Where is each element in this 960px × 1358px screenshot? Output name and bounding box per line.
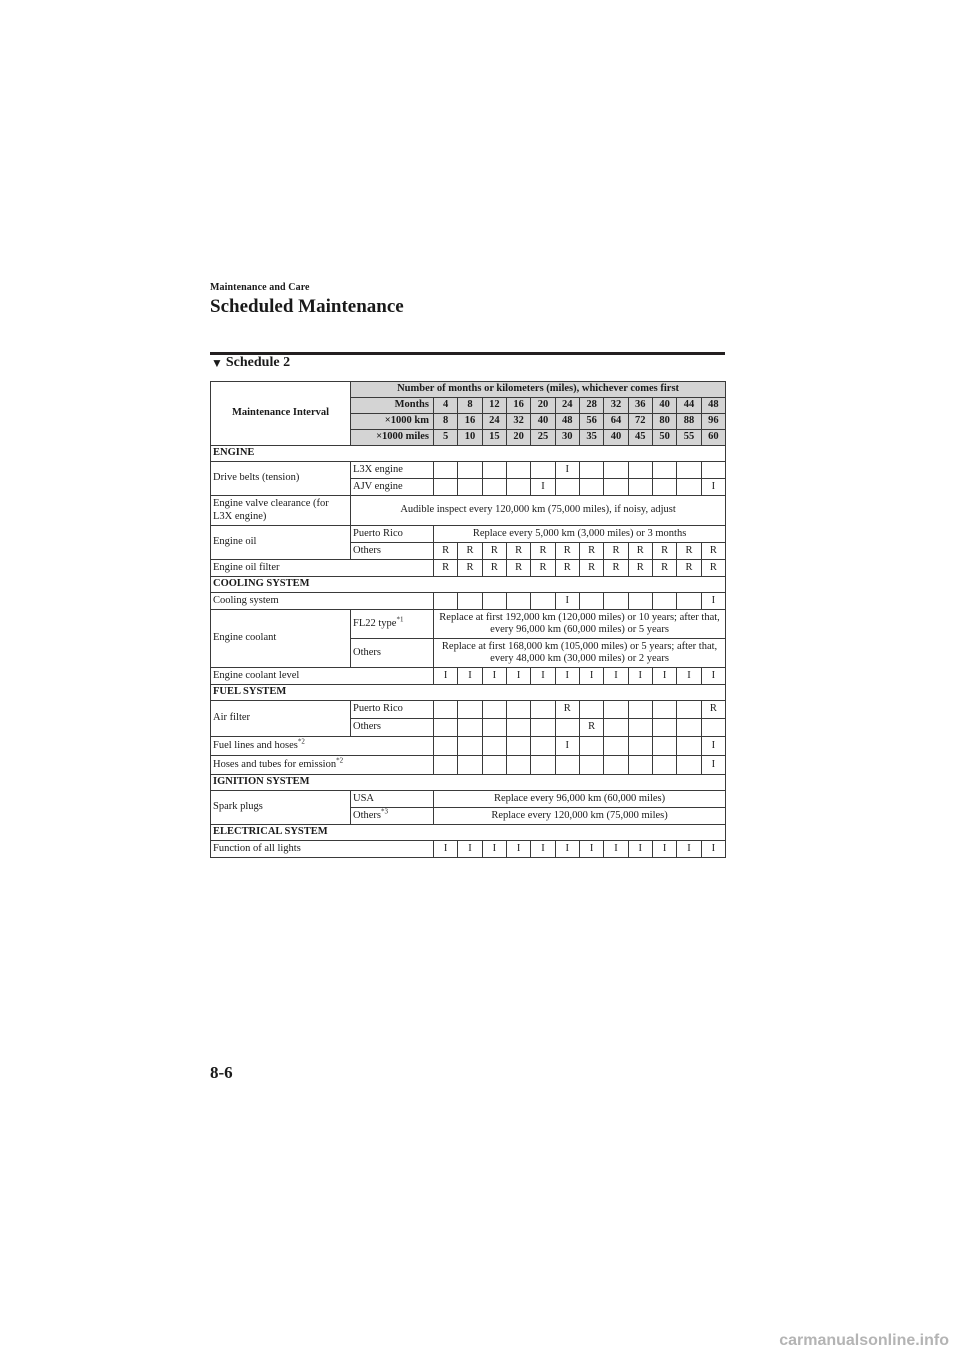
interval-cell: I bbox=[701, 593, 726, 610]
interval-cell bbox=[482, 593, 506, 610]
spark-plugs-others-text: Replace every 120,000 km (75,000 miles) bbox=[434, 808, 726, 825]
interval-cell: R bbox=[604, 543, 628, 560]
months-value: 32 bbox=[604, 398, 628, 414]
interval-cell bbox=[458, 756, 482, 775]
interval-cell bbox=[506, 479, 530, 496]
table-row bbox=[211, 610, 726, 639]
interval-cell bbox=[531, 719, 555, 737]
interval-cell bbox=[482, 701, 506, 719]
engine-coolant-fl22-text: Replace at first 192,000 km (120,000 miles) or 10 years; after that, every 96,000 km (60,000 miles) or 5 years bbox=[434, 610, 726, 639]
interval-cell bbox=[555, 756, 579, 775]
interval-cell bbox=[652, 462, 676, 479]
interval-cell bbox=[506, 701, 530, 719]
interval-cell: I bbox=[555, 462, 579, 479]
table-row bbox=[211, 756, 726, 775]
interval-cell bbox=[604, 701, 628, 719]
interval-cell bbox=[458, 701, 482, 719]
table-row bbox=[211, 593, 726, 610]
interval-cell: R bbox=[701, 560, 726, 577]
row-label-hoses-emission-text: Hoses and tubes for emission bbox=[213, 758, 337, 770]
interval-cell: I bbox=[701, 668, 726, 685]
interval-cell: R bbox=[458, 560, 482, 577]
interval-cell bbox=[677, 737, 701, 756]
table-row bbox=[211, 737, 726, 756]
interval-cell bbox=[458, 719, 482, 737]
interval-cell bbox=[652, 701, 676, 719]
maintenance-schedule-table bbox=[210, 381, 726, 858]
table-row bbox=[211, 526, 726, 543]
interval-cell bbox=[434, 737, 458, 756]
km-value: 96 bbox=[701, 414, 726, 430]
interval-cell bbox=[482, 756, 506, 775]
interval-cell bbox=[652, 719, 676, 737]
interval-cell bbox=[531, 462, 555, 479]
interval-cell: R bbox=[531, 560, 555, 577]
interval-cell: I bbox=[458, 668, 482, 685]
table-row bbox=[211, 701, 726, 719]
sub-label-others-text: Others bbox=[353, 809, 381, 821]
interval-cell: R bbox=[677, 560, 701, 577]
interval-cell: R bbox=[458, 543, 482, 560]
section-cooling: COOLING SYSTEM bbox=[211, 577, 726, 593]
interval-cell bbox=[628, 756, 652, 775]
interval-cell: I bbox=[701, 841, 726, 858]
interval-cell bbox=[579, 701, 603, 719]
interval-cell bbox=[579, 593, 603, 610]
interval-cell bbox=[506, 737, 530, 756]
interval-cell bbox=[506, 462, 530, 479]
interval-cell bbox=[604, 737, 628, 756]
interval-cell bbox=[604, 593, 628, 610]
interval-cell: I bbox=[628, 841, 652, 858]
interval-cell bbox=[677, 593, 701, 610]
maintenance-interval-label: Maintenance Interval bbox=[211, 382, 351, 446]
km-value: 48 bbox=[555, 414, 579, 430]
interval-cell: I bbox=[458, 841, 482, 858]
section-fuel: FUEL SYSTEM bbox=[211, 685, 726, 701]
interval-cell: R bbox=[555, 543, 579, 560]
months-label: Months bbox=[351, 398, 434, 414]
interval-cell: I bbox=[482, 668, 506, 685]
section-label: Maintenance and Care bbox=[210, 282, 310, 293]
months-value: 20 bbox=[531, 398, 555, 414]
section-row-fuel bbox=[211, 685, 726, 701]
section-row-cooling bbox=[211, 577, 726, 593]
interval-cell: I bbox=[555, 841, 579, 858]
engine-coolant-others-text: Replace at first 168,000 km (105,000 miles) or 5 years; after that, every 48,000 km (30,000 miles) or 2 years bbox=[434, 639, 726, 668]
interval-cell: R bbox=[531, 543, 555, 560]
interval-cell: I bbox=[579, 668, 603, 685]
months-value: 44 bbox=[677, 398, 701, 414]
header-row-span bbox=[211, 382, 726, 398]
interval-cell: R bbox=[482, 560, 506, 577]
row-label-drive-belts: Drive belts (tension) bbox=[211, 462, 351, 496]
interval-cell: R bbox=[652, 543, 676, 560]
table-row bbox=[211, 841, 726, 858]
interval-cell bbox=[579, 479, 603, 496]
interval-cell: I bbox=[555, 737, 579, 756]
interval-cell: R bbox=[579, 560, 603, 577]
interval-cell bbox=[604, 462, 628, 479]
km-value: 88 bbox=[677, 414, 701, 430]
interval-cell bbox=[458, 737, 482, 756]
interval-cell bbox=[506, 593, 530, 610]
schedule-heading bbox=[211, 355, 290, 371]
months-value: 48 bbox=[701, 398, 726, 414]
interval-cell: I bbox=[555, 668, 579, 685]
miles-value: 50 bbox=[652, 430, 676, 446]
row-label-air-filter: Air filter bbox=[211, 701, 351, 737]
section-ignition: IGNITION SYSTEM bbox=[211, 775, 726, 791]
interval-cell bbox=[531, 701, 555, 719]
row-label-engine-coolant: Engine coolant bbox=[211, 610, 351, 668]
interval-cell: R bbox=[506, 543, 530, 560]
km-value: 56 bbox=[579, 414, 603, 430]
interval-cell: I bbox=[506, 668, 530, 685]
interval-cell: I bbox=[531, 668, 555, 685]
interval-cell bbox=[434, 593, 458, 610]
row-label-fuel-lines-text: Fuel lines and hoses bbox=[213, 739, 298, 751]
interval-cell bbox=[531, 756, 555, 775]
interval-cell: R bbox=[628, 560, 652, 577]
watermark: carmanualsonline.info bbox=[779, 1332, 949, 1349]
section-row-ignition bbox=[211, 775, 726, 791]
miles-value: 35 bbox=[579, 430, 603, 446]
interval-cell bbox=[652, 737, 676, 756]
interval-cell: R bbox=[701, 701, 726, 719]
table-row bbox=[211, 791, 726, 808]
km-value: 64 bbox=[604, 414, 628, 430]
interval-cell bbox=[579, 462, 603, 479]
sub-label-fl22-text: FL22 type bbox=[353, 617, 397, 629]
interval-cell bbox=[458, 462, 482, 479]
interval-cell bbox=[701, 462, 726, 479]
miles-value: 20 bbox=[506, 430, 530, 446]
km-value: 16 bbox=[458, 414, 482, 430]
interval-cell bbox=[628, 479, 652, 496]
interval-cell bbox=[434, 719, 458, 737]
interval-cell: I bbox=[701, 479, 726, 496]
interval-cell bbox=[652, 756, 676, 775]
interval-cell bbox=[652, 593, 676, 610]
sub-label: L3X engine bbox=[351, 462, 434, 479]
sub-label: Others bbox=[351, 639, 434, 668]
row-label-cooling-system: Cooling system bbox=[211, 593, 434, 610]
interval-cell: R bbox=[652, 560, 676, 577]
interval-cell bbox=[458, 593, 482, 610]
table-row bbox=[211, 462, 726, 479]
interval-cell: I bbox=[701, 756, 726, 775]
interval-cell: R bbox=[604, 560, 628, 577]
miles-value: 40 bbox=[604, 430, 628, 446]
km-value: 24 bbox=[482, 414, 506, 430]
interval-cell: I bbox=[677, 668, 701, 685]
section-electrical: ELECTRICAL SYSTEM bbox=[211, 825, 726, 841]
months-value: 8 bbox=[458, 398, 482, 414]
km-value: 40 bbox=[531, 414, 555, 430]
table-row bbox=[211, 668, 726, 685]
interval-cell: R bbox=[701, 543, 726, 560]
valve-clearance-text: Audible inspect every 120,000 km (75,000 miles), if noisy, adjust bbox=[351, 496, 726, 526]
interval-cell bbox=[482, 462, 506, 479]
row-label-lights: Function of all lights bbox=[211, 841, 434, 858]
months-value: 36 bbox=[628, 398, 652, 414]
interval-cell: R bbox=[506, 560, 530, 577]
miles-value: 55 bbox=[677, 430, 701, 446]
interval-cell bbox=[506, 719, 530, 737]
section-row-engine bbox=[211, 446, 726, 462]
interval-cell bbox=[628, 719, 652, 737]
table-row bbox=[211, 560, 726, 577]
interval-cell: I bbox=[434, 841, 458, 858]
interval-cell bbox=[579, 737, 603, 756]
page-title: Scheduled Maintenance bbox=[210, 296, 404, 317]
sub-label: Puerto Rico bbox=[351, 701, 434, 719]
engine-oil-text: Replace every 5,000 km (3,000 miles) or 3 months bbox=[434, 526, 726, 543]
miles-value: 60 bbox=[701, 430, 726, 446]
interval-cell bbox=[531, 737, 555, 756]
months-value: 4 bbox=[434, 398, 458, 414]
interval-cell bbox=[677, 756, 701, 775]
interval-cell bbox=[434, 462, 458, 479]
interval-cell: R bbox=[555, 560, 579, 577]
interval-cell: R bbox=[482, 543, 506, 560]
miles-value: 15 bbox=[482, 430, 506, 446]
miles-label: ×1000 miles bbox=[351, 430, 434, 446]
interval-cell: I bbox=[434, 668, 458, 685]
interval-cell bbox=[701, 719, 726, 737]
interval-cell bbox=[434, 756, 458, 775]
interval-cell bbox=[677, 462, 701, 479]
row-label-fuel-lines bbox=[211, 737, 434, 756]
row-label-spark-plugs: Spark plugs bbox=[211, 791, 351, 825]
interval-cell bbox=[628, 462, 652, 479]
miles-value: 30 bbox=[555, 430, 579, 446]
span-header: Number of months or kilometers (miles), whichever comes first bbox=[351, 382, 726, 398]
row-label-oil-filter: Engine oil filter bbox=[211, 560, 434, 577]
interval-cell: I bbox=[531, 841, 555, 858]
spark-plugs-usa-text: Replace every 96,000 km (60,000 miles) bbox=[434, 791, 726, 808]
sub-label: AJV engine bbox=[351, 479, 434, 496]
months-value: 28 bbox=[579, 398, 603, 414]
row-label-hoses-emission bbox=[211, 756, 434, 775]
months-value: 16 bbox=[506, 398, 530, 414]
sub-label-fl22 bbox=[351, 610, 434, 639]
interval-cell: R bbox=[579, 719, 603, 737]
section-engine: ENGINE bbox=[211, 446, 726, 462]
footnote-marker: *3 bbox=[381, 807, 388, 816]
interval-cell: R bbox=[579, 543, 603, 560]
interval-cell: I bbox=[604, 668, 628, 685]
months-value: 40 bbox=[652, 398, 676, 414]
interval-cell: I bbox=[506, 841, 530, 858]
interval-cell: I bbox=[555, 593, 579, 610]
schedule-heading-text: Schedule 2 bbox=[225, 355, 291, 370]
interval-cell: I bbox=[482, 841, 506, 858]
interval-cell bbox=[555, 719, 579, 737]
interval-cell bbox=[604, 719, 628, 737]
interval-cell: R bbox=[628, 543, 652, 560]
interval-cell bbox=[506, 756, 530, 775]
interval-cell: R bbox=[434, 543, 458, 560]
miles-value: 10 bbox=[458, 430, 482, 446]
row-label-coolant-level: Engine coolant level bbox=[211, 668, 434, 685]
footnote-marker: *2 bbox=[297, 737, 305, 746]
interval-cell bbox=[531, 593, 555, 610]
interval-cell: I bbox=[579, 841, 603, 858]
interval-cell: I bbox=[652, 668, 676, 685]
interval-cell bbox=[434, 479, 458, 496]
interval-cell bbox=[652, 479, 676, 496]
km-value: 32 bbox=[506, 414, 530, 430]
interval-cell bbox=[482, 737, 506, 756]
interval-cell bbox=[604, 479, 628, 496]
table-row bbox=[211, 496, 726, 526]
row-label-valve-clearance: Engine valve clearance (for L3X engine) bbox=[211, 496, 351, 526]
interval-cell bbox=[677, 479, 701, 496]
section-row-electrical bbox=[211, 825, 726, 841]
interval-cell bbox=[458, 479, 482, 496]
interval-cell bbox=[677, 701, 701, 719]
km-value: 72 bbox=[628, 414, 652, 430]
footnote-marker: *2 bbox=[336, 756, 344, 765]
km-value: 80 bbox=[652, 414, 676, 430]
interval-cell bbox=[482, 479, 506, 496]
months-value: 24 bbox=[555, 398, 579, 414]
interval-cell bbox=[628, 593, 652, 610]
footnote-marker: *1 bbox=[396, 615, 404, 624]
interval-cell bbox=[604, 756, 628, 775]
sub-label: Puerto Rico bbox=[351, 526, 434, 543]
interval-cell: I bbox=[531, 479, 555, 496]
miles-value: 45 bbox=[628, 430, 652, 446]
interval-cell bbox=[628, 701, 652, 719]
interval-cell: I bbox=[677, 841, 701, 858]
sub-label: Others bbox=[351, 719, 434, 737]
interval-cell bbox=[434, 701, 458, 719]
interval-cell: I bbox=[628, 668, 652, 685]
row-label-engine-oil: Engine oil bbox=[211, 526, 351, 560]
interval-cell bbox=[482, 719, 506, 737]
miles-value: 25 bbox=[531, 430, 555, 446]
sub-label: USA bbox=[351, 791, 434, 808]
sub-label-others bbox=[351, 808, 434, 825]
interval-cell bbox=[677, 719, 701, 737]
sub-label: Others bbox=[351, 543, 434, 560]
interval-cell bbox=[579, 756, 603, 775]
interval-cell bbox=[628, 737, 652, 756]
page-number: 8-6 bbox=[210, 1063, 233, 1082]
miles-value: 5 bbox=[434, 430, 458, 446]
interval-cell: I bbox=[652, 841, 676, 858]
interval-cell: R bbox=[555, 701, 579, 719]
months-value: 12 bbox=[482, 398, 506, 414]
triangle-down-icon: ▼ bbox=[211, 355, 223, 370]
interval-cell: R bbox=[677, 543, 701, 560]
interval-cell: I bbox=[604, 841, 628, 858]
km-value: 8 bbox=[434, 414, 458, 430]
interval-cell bbox=[555, 479, 579, 496]
interval-cell: I bbox=[701, 737, 726, 756]
km-label: ×1000 km bbox=[351, 414, 434, 430]
interval-cell: R bbox=[434, 560, 458, 577]
